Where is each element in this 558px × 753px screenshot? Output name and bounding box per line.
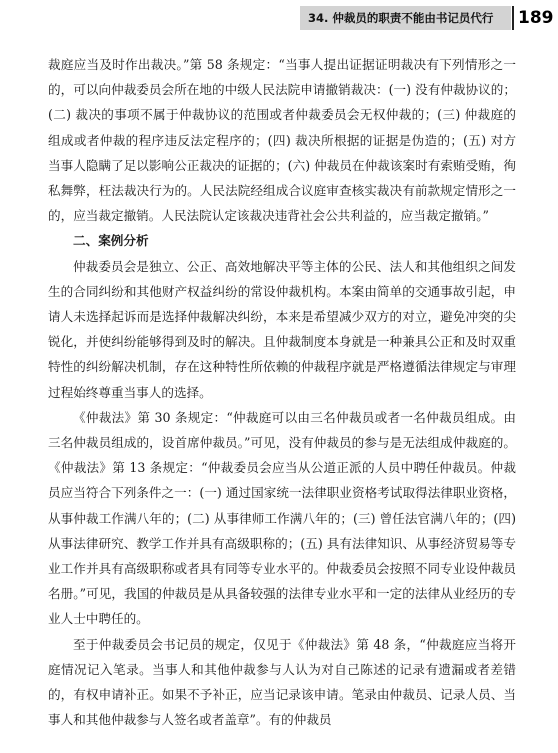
- page-number: 189: [518, 8, 554, 28]
- chapter-title: 34. 仲裁员的职责不能由书记员代行: [308, 11, 494, 25]
- page-body: [48, 52, 516, 732]
- paragraph: 《仲裁法》第 30 条规定：“仲裁庭可以由三名仲裁员或者一名仲裁员组成。由三名仲裁员组成的，设首席仲裁员。”可见，没有仲裁员的参与是无法组成仲裁庭的。《仲裁法》第 13 条规定：“仲裁委员会应当从公道正派的人员中聘任仲裁员。仲裁员应当符合下列条件之一：(一) 通过国家统一法律职业资格考试取得法律职业资格，从事仲裁工作满八年的；(二) 从事律师工作满八年的；(三) 曾任法官满八年的；(四) 从事法律研究、教学工作并具有高级职称的；(五) 具有法律知识、从事经济贸易等专业工作并具有高级职称或者具有同等专业水平的。仲裁委员会按照不同专业设仲裁员名册。”可见，我国的仲裁员是从具备较强的法律专业水平和一定的法律从业经历的专业人士中聘任的。: [48, 409, 516, 627]
- paragraph: 至于仲裁委员会书记员的规定，仅见于《仲裁法》第 48 条，“仲裁庭应当将开庭情况记入笔录。当事人和其他仲裁参与人认为对自己陈述的记录有遗漏或者差错的，有权申请补正。如果不予补正，应当记录该申请。笔录由仲裁员、记录人员、当事人和其他仲裁参与人签名或者盖章”。有的仲裁员: [48, 636, 516, 728]
- paragraph: 仲裁委员会是独立、公正、高效地解决平等主体的公民、法人和其他组织之间发生的合同纠纷和其他财产权益纠纷的常设仲裁机构。本案由简单的交通事故引起，申请人未选择起诉而是选择仲裁解决纠纷，本来是希望减少双方的对立，避免冲突的尖锐化，并使纠纷能够得到及时的解决。且仲裁制度本身就是一种兼具公正和及时双重特性的纠纷解决机制，存在这种特性所依赖的仲裁程序就是严格遵循法律规定与审理过程始终尊重当事人的选择。: [48, 258, 516, 400]
- running-header: [0, 0, 558, 36]
- section-heading: 二、案例分析: [73, 233, 149, 249]
- header-divider: [512, 6, 514, 30]
- paragraph-continued: 裁庭应当及时作出裁决。”第 58 条规定：“当事人提出证据证明裁决有下列情形之一的，可以向仲裁委员会所在地的中级人民法院申请撤销裁决：(一) 没有仲裁协议的；(二) 裁决的事项不属于仲裁协议的范围或者仲裁委员会无权仲裁的；(三) 仲裁庭的组成或者仲裁的程序违反法定程序的；(四) 裁决所根据的证据是伪造的；(五) 对方当事人隐瞒了足以影响公正裁决的证据的；(六) 仲裁员在仲裁该案时有索贿受贿，徇私舞弊，枉法裁决行为的。人民法院经组成合议庭审查核实裁决有前款规定情形之一的，应当裁定撤销。人民法院认定该裁决违背社会公共利益的，应当裁定撤销。”: [48, 57, 516, 224]
